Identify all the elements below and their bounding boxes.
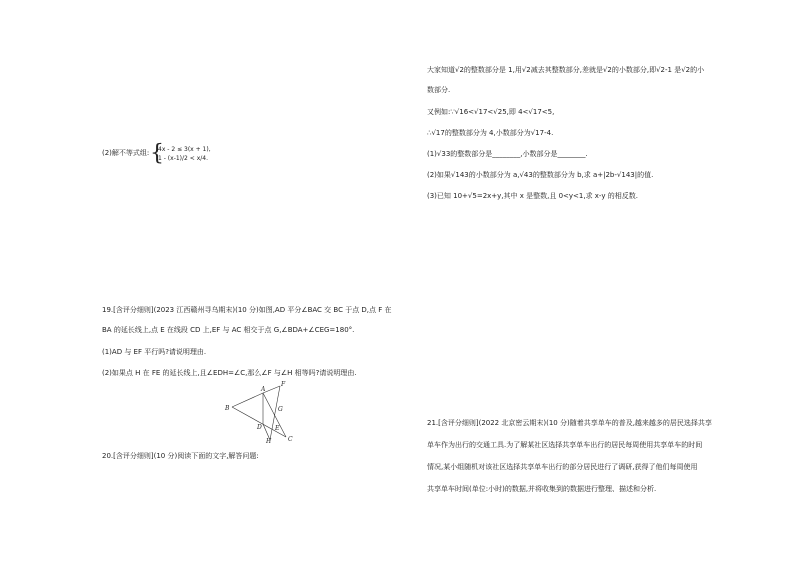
segment-AF xyxy=(263,386,280,393)
system-brace: { xyxy=(150,141,164,166)
point-label-A: A xyxy=(261,386,266,393)
inequality-line-2: 1 - (x-1)/2 < x/4. xyxy=(158,155,208,162)
q18-part2-label: (2)解不等式组: xyxy=(102,149,150,157)
q21-line-1: 21.[含评分细则](2022 北京密云期末)(10 分)随着共享单车的普及,越来越多的居民选择共享 xyxy=(427,419,712,427)
geometry-figure xyxy=(222,380,296,444)
q21-line-3: 情况,某小组随机对该社区选择共享单车出行的部分居民进行了调研,获得了他们每周使用 xyxy=(427,463,698,471)
point-label-B: B xyxy=(225,405,230,412)
point-label-E: E xyxy=(275,425,280,432)
inequality-line-1: 4x - 2 ≤ 3(x + 1), xyxy=(158,146,211,153)
reading-line-2: 数部分. xyxy=(427,86,451,94)
question-1: (1)√33的整数部分是________,小数部分是________. xyxy=(427,150,588,158)
q19-line-1: 19.[含评分细则](2023 江西赣州寻乌期末)(10 分)如图,AD 平分∠BAC 交 BC 于点 D,点 F 在 xyxy=(102,306,392,314)
q21-line-2: 单车作为出行的交通工具.为了解某社区选择共享单车出行的居民每周使用共享单车的时间 xyxy=(427,441,703,449)
q20-line-1: 20.[含评分细则](10 分)阅读下面的文字,解答问题: xyxy=(102,452,259,460)
question-2: (2)如果√143的小数部分为 a,√43的整数部分为 b,求 a+|2b-√143|的值. xyxy=(427,171,654,179)
point-label-G: G xyxy=(278,406,283,413)
reading-line-3: 又例如:∵√16<√17<√25,即 4<√17<5, xyxy=(427,108,555,116)
point-label-C: C xyxy=(288,436,293,443)
point-label-D: D xyxy=(257,424,262,431)
point-label-F: F xyxy=(281,381,286,388)
question-3: (3)已知 10+√5=2x+y,其中 x 是整数,且 0<y<1,求 x-y 的相反数. xyxy=(427,192,638,200)
reading-line-1: 大家知道√2的整数部分是 1,用√2减去其整数部分,差就是√2的小数部分,即√2-1 是√2的小 xyxy=(427,66,705,74)
q19-line-2: BA 的延长线上,点 E 在线段 CD 上,EF 与 AC 相交于点 G,∠BDA+∠CEG=180°. xyxy=(102,326,355,334)
q19-part-2: (2)如果点 H 在 FE 的延长线上,且∠EDH=∠C,那么∠F 与∠H 相等吗?请说明理由. xyxy=(102,369,357,377)
q21-line-4: 共享单车时间(单位:小时)的数据,并将收集到的数据进行整理、描述和分析. xyxy=(427,485,657,493)
q19-part-1: (1)AD 与 EF 平行吗?请说明理由. xyxy=(102,348,207,356)
segment-BA xyxy=(232,393,263,407)
point-label-H: H xyxy=(266,438,272,444)
reading-line-4: ∴√17的整数部分为 4,小数部分为√17-4. xyxy=(427,129,554,137)
